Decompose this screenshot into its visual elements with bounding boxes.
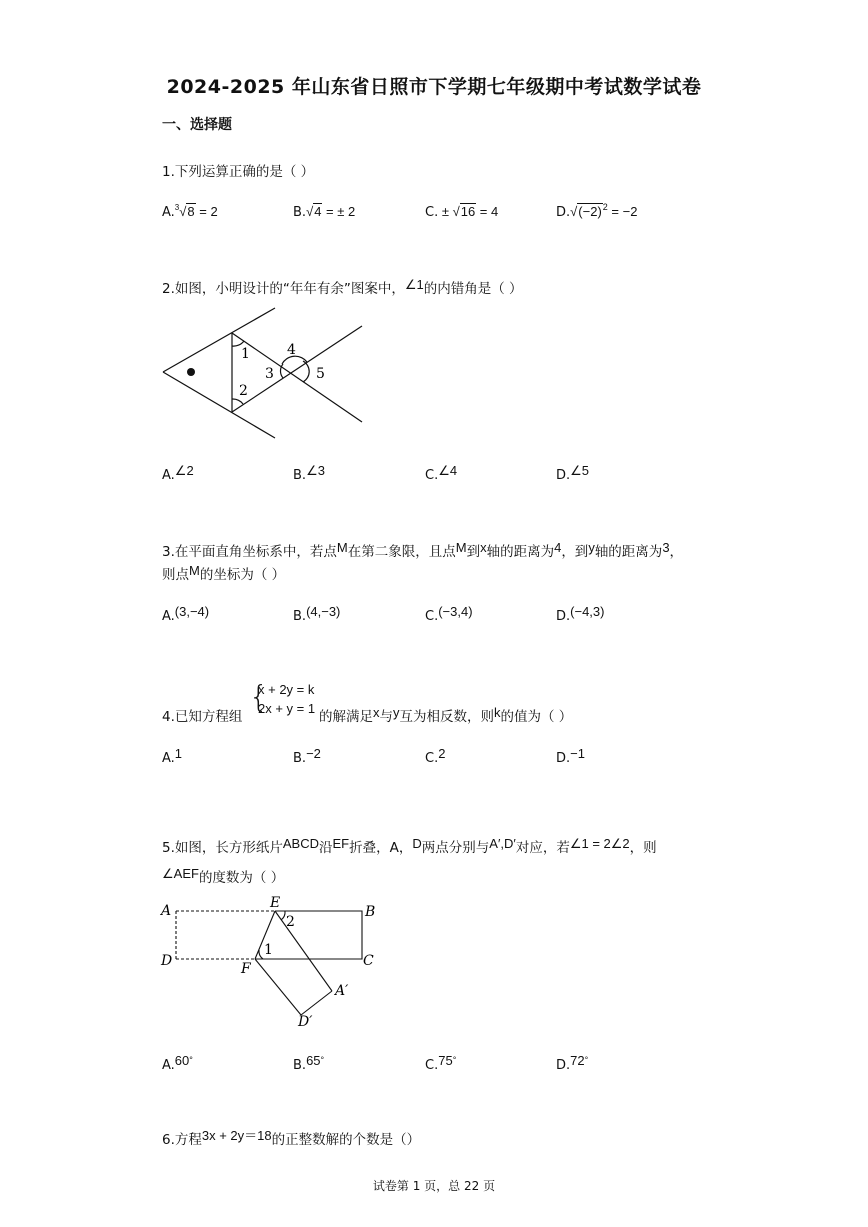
label-c: C	[363, 953, 374, 969]
label-angle-2: 2	[286, 914, 295, 930]
question-1-stem: 1.下列运算正确的是（ ）	[162, 164, 315, 180]
q5-option-a: A.60°	[162, 1053, 193, 1073]
equation-1: x + 2y = k	[258, 682, 315, 697]
label-d: D	[161, 953, 173, 969]
figure-label-1: 1	[241, 346, 250, 362]
page-footer: 试卷第 1 页，总 22 页	[372, 1179, 496, 1193]
q2-option-c: C.∠4	[425, 463, 458, 483]
fish-eye	[187, 368, 195, 376]
q2-option-a: A.∠2	[162, 463, 194, 483]
question-2-stem: 2.如图，小明设计的“年年有余”图案中，∠1的内错角是（ ）	[162, 277, 523, 297]
edge-fd-prime	[255, 959, 301, 1015]
q4-option-b: B.−2	[293, 746, 321, 766]
question-3-line-2: 则点M的坐标为（ ）	[162, 563, 286, 583]
label-angle-1: 1	[264, 942, 273, 958]
q1-option-c: C. ± √16 = 4	[425, 204, 499, 220]
fold-figure	[155, 895, 385, 1035]
angle-arc-2	[232, 399, 243, 404]
q3-option-d: D.(−4,3)	[556, 604, 605, 624]
q3-option-b: B.(4,−3)	[293, 604, 341, 624]
q3-option-c: C.(−3,4)	[425, 604, 473, 624]
question-5-line-1: 5.如图，长方形纸片ABCD沿EF折叠，A，D两点分别与A′,D′对应，若∠1 = 2∠2，则	[162, 836, 657, 856]
q2-option-d: D.∠5	[556, 463, 590, 483]
fish-tail-line-down	[232, 333, 362, 422]
question-5-line-2: ∠AEF的度数为（ ）	[162, 866, 285, 886]
q5-option-c: C.75°	[425, 1053, 457, 1073]
fish-upper-body-line	[163, 308, 275, 372]
q3-option-a: A.(3,−4)	[162, 604, 210, 624]
q2-option-b: B.∠3	[293, 463, 325, 483]
label-b: B	[365, 904, 376, 920]
q4-option-d: D.−1	[556, 746, 585, 766]
label-f: F	[241, 961, 251, 977]
q1-option-d: $D.√(-2)^2 = -2$	[556, 202, 638, 220]
q1-option-b: B.√4 = ± 2	[293, 204, 356, 220]
fish-lower-body-line	[163, 372, 275, 438]
label-a-prime: A′	[335, 983, 349, 999]
question-4-stem-prefix: 4.已知方程组	[162, 709, 243, 725]
equation-system	[249, 680, 315, 718]
section-heading: 一、选择题	[162, 117, 232, 133]
label-a: A	[161, 903, 172, 919]
angle-arc-1	[259, 950, 263, 959]
question-4-stem-suffix: 的解满足x与y互为相反数，则k的值为（ ）	[319, 705, 573, 725]
question-3-line-1: 3.在平面直角坐标系中，若点M在第二象限，且点M到x轴的距离为4，到y轴的距离为3，	[162, 540, 684, 560]
edge-ea-prime	[275, 911, 332, 991]
figure-label-2: 2	[239, 383, 248, 399]
cube-root: $^3$√8	[174, 203, 195, 219]
equation-2: 2x + y = 1	[258, 701, 316, 716]
q5-option-d: D.72°	[556, 1053, 589, 1073]
fish-figure	[155, 300, 370, 445]
edge-a-prime-d-prime	[301, 991, 332, 1015]
figure-label-5: 5	[316, 366, 325, 382]
label-d-prime: D′	[298, 1014, 313, 1030]
system-brace: {	[249, 680, 269, 715]
label-e: E	[270, 895, 281, 911]
q5-option-b: B.65°	[293, 1053, 325, 1073]
q1-option-a: A.$^3$√8 = 2	[162, 203, 218, 220]
q4-option-a: A.1	[162, 746, 183, 766]
page-title: 2024-2025 年山东省日照市下学期七年级期中考试数学试卷	[166, 76, 702, 98]
q4-option-c: C.2	[425, 746, 446, 766]
angle-arc-2	[281, 911, 285, 920]
question-6-stem: 6.方程3x + 2y＝18的正整数解的个数是（）	[162, 1128, 421, 1148]
figure-label-4: 4	[287, 342, 296, 358]
fish-tail-line-up	[232, 326, 362, 412]
figure-label-3: 3	[265, 366, 274, 382]
